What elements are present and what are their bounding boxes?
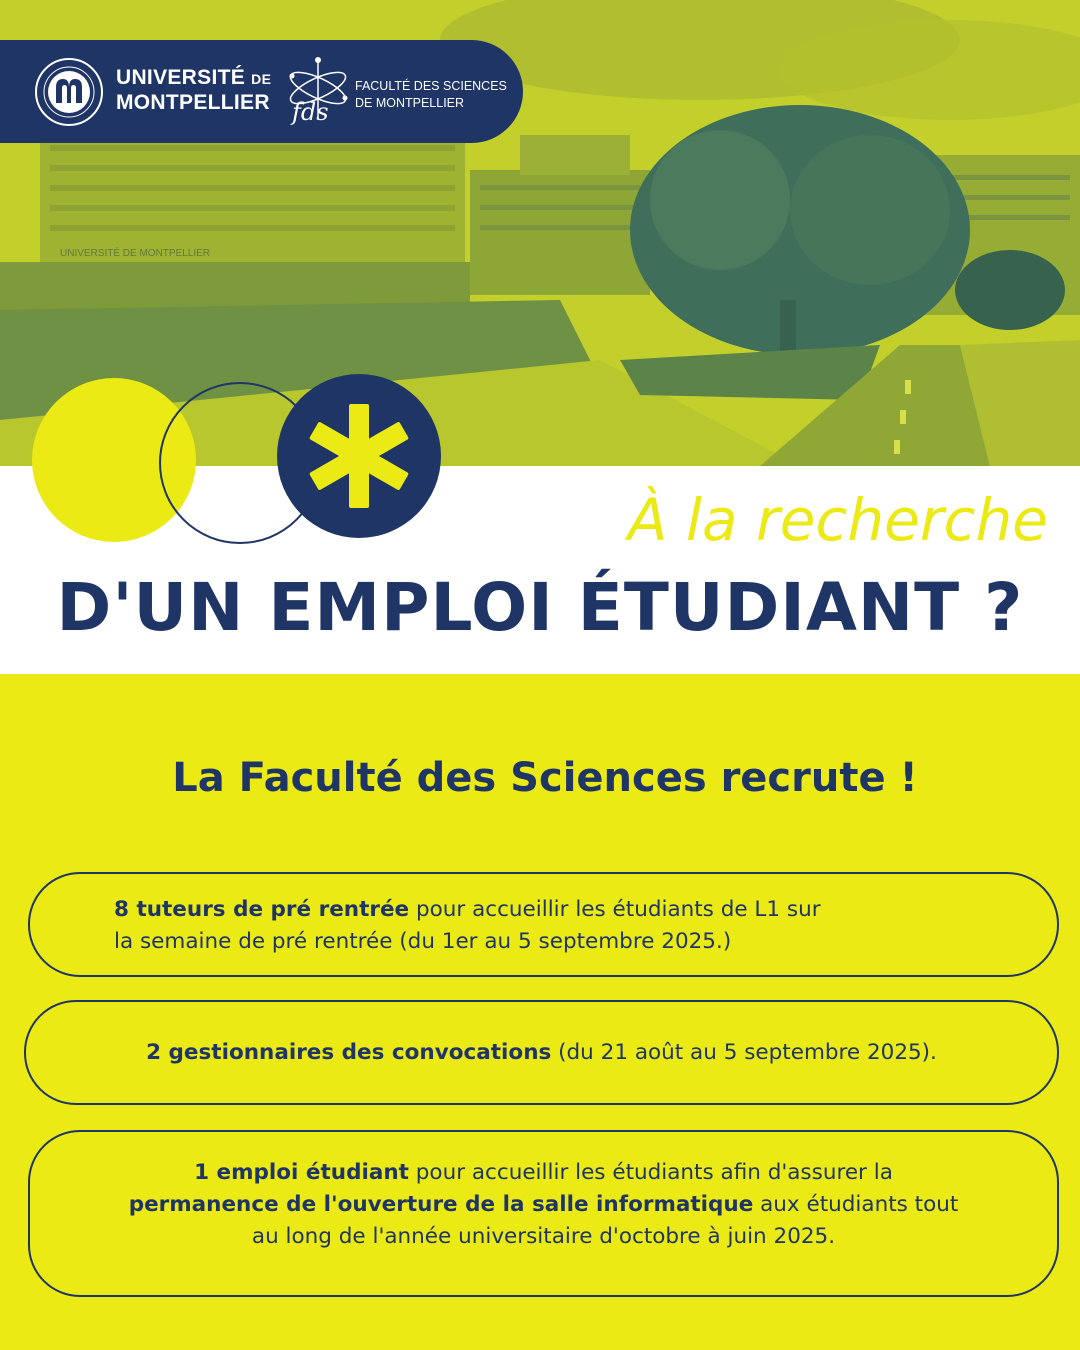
job-description-line2: la semaine de pré rentrée (du 1er au 5 septembre 2025.) bbox=[114, 929, 732, 954]
job-title: 2 gestionnaires des convocations bbox=[146, 1040, 552, 1065]
building-sign: UNIVERSITÉ DE MONTPELLIER bbox=[60, 248, 211, 259]
logo-banner bbox=[0, 40, 523, 143]
university-seal-icon bbox=[34, 57, 104, 127]
job-card-convocations bbox=[24, 1000, 1059, 1105]
svg-text:fds: fds bbox=[292, 98, 329, 126]
page-title: D'UN EMPLOI ÉTUDIANT ? bbox=[56, 569, 1024, 646]
job-card-computer-room bbox=[28, 1130, 1059, 1297]
university-name-line1: UNIVERSITÉ bbox=[116, 66, 246, 89]
job-description: pour accueillir les étudiants afin d'assurer la bbox=[408, 1160, 893, 1185]
faculty-name-line1: FACULTÉ DES SCIENCES bbox=[355, 79, 507, 93]
subtitle: À la recherche bbox=[627, 486, 1048, 554]
recruiting-heading: La Faculté des Sciences recrute ! bbox=[172, 755, 918, 801]
fds-atom-logo-icon bbox=[282, 54, 354, 130]
university-name-line2: MONTPELLIER bbox=[116, 91, 270, 114]
job-highlight: permanence de l'ouverture de la salle informatique bbox=[128, 1192, 754, 1217]
job-description: (du 21 août au 5 septembre 2025). bbox=[551, 1040, 937, 1065]
faculty-name bbox=[355, 78, 507, 112]
university-name bbox=[116, 66, 271, 115]
faculty-name-line2: DE MONTPELLIER bbox=[355, 96, 465, 110]
job-title: 1 emploi étudiant bbox=[194, 1160, 409, 1185]
job-title: 8 tuteurs de pré rentrée bbox=[114, 897, 410, 922]
job-description-line2: aux étudiants tout bbox=[753, 1192, 959, 1217]
job-description-line3: au long de l'année universitaire d'octobre à juin 2025. bbox=[251, 1224, 836, 1249]
job-card-tutors bbox=[28, 872, 1059, 977]
job-description: pour accueillir les étudiants de L1 sur bbox=[409, 897, 821, 922]
university-name-de: DE bbox=[251, 71, 272, 87]
